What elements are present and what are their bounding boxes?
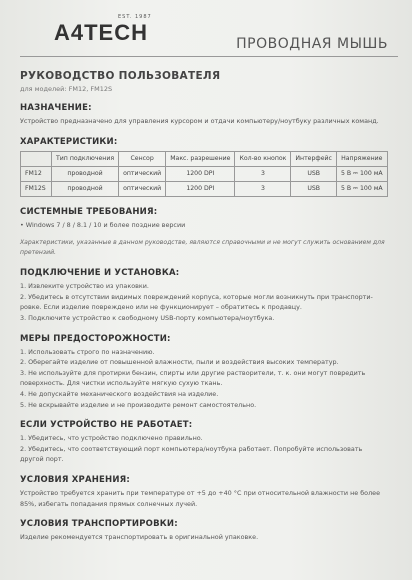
- troubleshooting-heading: ЕСЛИ УСТРОЙСТВО НЕ РАБОТАЕТ:: [20, 420, 193, 431]
- manual-title: РУКОВОДСТВО ПОЛЬЗОВАТЕЛЯ: [20, 70, 221, 82]
- table-cell: проводной: [52, 181, 119, 196]
- connection-list: [20, 281, 398, 323]
- connection-heading: ПОДКЛЮЧЕНИЕ И УСТАНОВКА:: [20, 268, 180, 279]
- list-item: поверхность. Для чистки используйте мягкую сухую ткань.: [20, 379, 223, 388]
- specs-table: [20, 151, 388, 197]
- specs-heading: ХАРАКТЕРИСТИКИ:: [20, 136, 118, 147]
- models-line: для моделей: FM12, FM12S: [20, 85, 113, 93]
- storage-heading: УСЛОВИЯ ХРАНЕНИЯ:: [20, 474, 131, 485]
- table-cell: FM12: [21, 166, 52, 181]
- storage-text: [20, 488, 398, 509]
- list-item: 3. Не используйте для протирки бензин, спирты или другие растворители, т. к. они могут повредить: [20, 368, 366, 377]
- table-cell: FM12S: [21, 181, 52, 196]
- table-cell: 3: [235, 166, 291, 181]
- table-cell: оптический: [119, 181, 166, 196]
- list-item: ровке. Если изделие повреждено или не функционирует – обратитесь к продавцу.: [20, 303, 302, 312]
- list-item: Устройство требуется хранить при температуре от +5 до +40 °С при относительной влажности не более: [20, 488, 381, 497]
- purpose-text: Устройство предназначено для управления курсором и отдачи компьютеру/ноутбуку различных команд.: [20, 117, 379, 125]
- column-header: Тип подключения: [52, 151, 119, 166]
- table-cell: проводной: [52, 166, 119, 181]
- header: [20, 0, 398, 56]
- transport-text: Изделие рекомендуется транспортировать в оригинальной упаковке.: [20, 533, 259, 542]
- column-header: Кол-во кнопок: [235, 151, 291, 166]
- table-cell: USB: [291, 166, 337, 181]
- requirements-heading: СИСТЕМНЫЕ ТРЕБОВАНИЯ:: [20, 206, 158, 217]
- list-item: 1. Извлеките устройство из упаковки.: [20, 282, 149, 291]
- requirements-text: • Windows 7 / 8 / 8.1 / 10 и более поздние версии: [20, 220, 186, 229]
- column-header: Интерфейс: [291, 151, 337, 166]
- est-label: EST. 1987: [118, 14, 152, 20]
- table-cell: 1200 DPI: [166, 181, 235, 196]
- table-row: [21, 181, 388, 196]
- header-divider: [20, 56, 398, 57]
- list-item: 1. Убедитесь, что устройство подключено правильно.: [20, 434, 203, 443]
- list-item: 2. Убедитесь в отсутствии видимых повреждений корпуса, которые могли возникнуть при транспорти-: [20, 292, 373, 301]
- table-row: [21, 166, 388, 181]
- column-header: Сенсор: [119, 151, 166, 166]
- precautions-list: [20, 347, 398, 411]
- document-title: ПРОВОДНАЯ МЫШЬ: [236, 36, 388, 52]
- table-header-row: [21, 151, 388, 166]
- list-item: 4. Не допускайте механического воздействия на изделие.: [20, 389, 219, 398]
- table-cell: оптический: [119, 166, 166, 181]
- transport-heading: УСЛОВИЯ ТРАНСПОРТИРОВКИ:: [20, 519, 178, 530]
- disclaimer-note: Характеристики, указанные в данном руководстве, являются справочными и не могут служить основанием для претензий.: [20, 239, 385, 257]
- table-cell: 5 В ⎓ 100 мА: [336, 181, 387, 196]
- list-item: 2. Убедитесь, что соответствующий порт компьютера/ноутбука работает. Попробуйте использовать: [20, 444, 363, 453]
- precautions-heading: МЕРЫ ПРЕДОСТОРОЖНОСТИ:: [20, 333, 171, 344]
- table-cell: 3: [235, 181, 291, 196]
- troubleshooting-list: [20, 433, 398, 465]
- brand-logo: A4TECH: [54, 20, 149, 45]
- column-header: Напряжение: [336, 151, 387, 166]
- table-cell: 5 В ⎓ 100 мА: [336, 166, 387, 181]
- table-cell: 1200 DPI: [166, 166, 235, 181]
- list-item: 5. Не вскрывайте изделие и не производите ремонт самостоятельно.: [20, 400, 257, 409]
- column-header: [21, 151, 52, 166]
- column-header: Макс. разрешение: [166, 151, 235, 166]
- list-item: 3. Подключите устройство к свободному USB-порту компьютера/ноутбука.: [20, 313, 275, 322]
- list-item: 85%, избегать попадания прямых солнечных лучей.: [20, 499, 198, 508]
- list-item: 1. Использовать строго по назначению.: [20, 347, 155, 356]
- list-item: другой порт.: [20, 455, 64, 464]
- list-item: 2. Оберегайте изделие от повышенной влажности, пыли и воздействия высоких температур.: [20, 358, 339, 367]
- purpose-heading: НАЗНАЧЕНИЕ:: [20, 103, 92, 113]
- table-cell: USB: [291, 181, 337, 196]
